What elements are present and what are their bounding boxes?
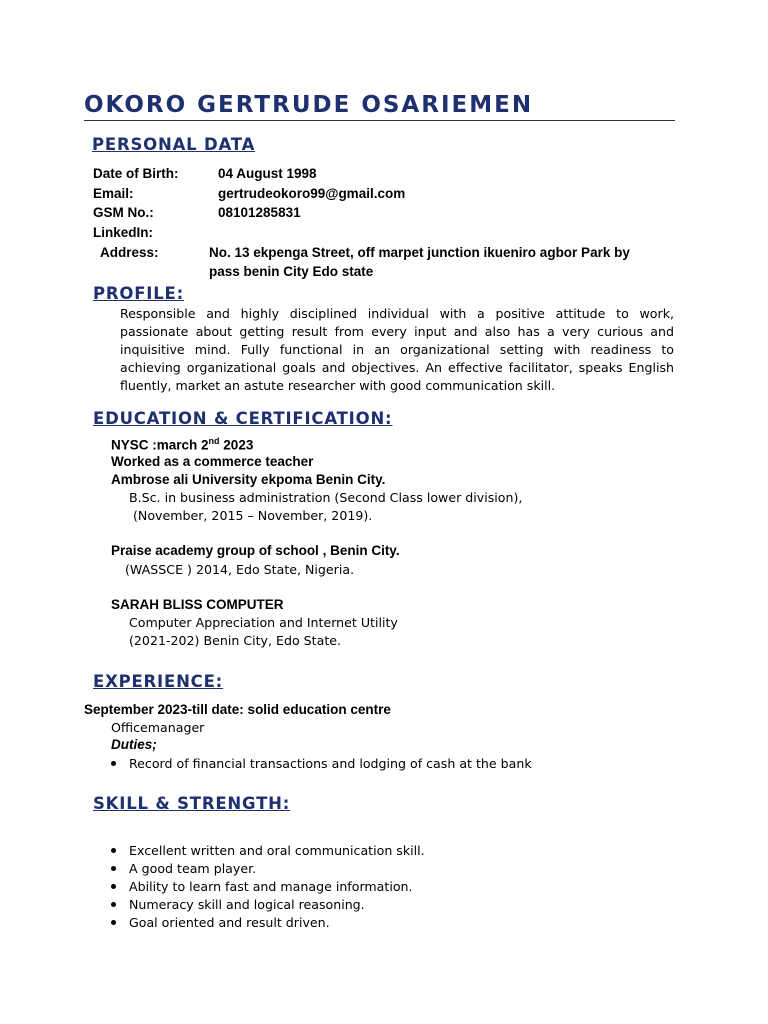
duties-label: Duties;: [111, 737, 157, 752]
bullet-icon: [111, 848, 116, 853]
skills-list: [111, 842, 425, 932]
skills-heading: SKILL & STRENGTH:: [93, 794, 291, 813]
skill-text: Ability to learn fast and manage information.: [129, 879, 413, 894]
school-name: Praise academy group of school , Benin City.: [111, 543, 400, 558]
skill-text: Excellent written and oral communication skill.: [129, 843, 425, 858]
gsm-label: GSM No.:: [93, 205, 154, 220]
experience-heading: EXPERIENCE:: [93, 672, 224, 691]
nysc-date-ordinal: nd: [208, 436, 220, 446]
email-label: Email:: [93, 186, 134, 201]
university-name: Ambrose ali University ekpoma Benin City.: [111, 472, 386, 487]
nysc-line: [111, 436, 253, 453]
school-detail: (WASSCE ) 2014, Edo State, Nigeria.: [125, 562, 355, 577]
list-item: [111, 755, 532, 773]
list-item: [111, 842, 425, 860]
university-degree: B.Sc. in business administration (Second Class lower division),: [129, 490, 523, 505]
profile-heading: PROFILE:: [93, 284, 185, 303]
job-title: September 2023-till date: solid education centre: [84, 702, 391, 717]
nysc-role: Worked as a commerce teacher: [111, 454, 314, 469]
list-item: [111, 878, 425, 896]
university-dates: (November, 2015 – November, 2019).: [133, 508, 373, 523]
address-line-2: pass benin City Edo state: [209, 264, 374, 279]
computer-school-name: SARAH BLISS COMPUTER: [111, 597, 284, 612]
bullet-icon: [111, 761, 116, 766]
list-item: [111, 914, 425, 932]
bullet-icon: [111, 884, 116, 889]
address-line-1: No. 13 ekpenga Street, off marpet junction ikueniro agbor Park by: [209, 245, 630, 260]
job-position: Officemanager: [111, 720, 205, 735]
dob-label: Date of Birth:: [93, 166, 179, 181]
personal-data-heading: PERSONAL DATA: [92, 135, 256, 154]
education-heading: EDUCATION & CERTIFICATION:: [93, 409, 393, 428]
nysc-date-year: 2023: [219, 437, 254, 453]
bullet-icon: [111, 902, 116, 907]
dob-value: 04 August 1998: [218, 166, 317, 181]
skill-text: Numeracy skill and logical reasoning.: [129, 897, 365, 912]
bullet-icon: [111, 920, 116, 925]
gsm-value: 08101285831: [218, 205, 301, 220]
address-label: Address:: [100, 245, 159, 260]
bullet-icon: [111, 866, 116, 871]
duties-list: [111, 755, 532, 773]
skill-text: Goal oriented and result driven.: [129, 915, 330, 930]
profile-text: Responsible and highly disciplined individual with a positive attitude to work, passionate about getting result from every input and also has a very curious and inquisitive mind. Fully functional in an organizational setting with readiness to achieving organizational goals and objectives. An effective facilitator, speaks English fluently, market an astute researcher with good communication skill.: [120, 306, 674, 393]
computer-dates: (2021-202) Benin City, Edo State.: [129, 633, 342, 648]
list-item: [111, 860, 425, 878]
nysc-date-prefix: NYSC :march 2: [111, 437, 209, 453]
email-value: gertrudeokoro99@gmail.com: [218, 186, 406, 201]
linkedin-label: LinkedIn:: [93, 225, 153, 240]
header-divider: [84, 120, 675, 121]
computer-course: Computer Appreciation and Internet Utility: [129, 615, 398, 630]
skill-text: A good team player.: [129, 861, 257, 876]
list-item: [111, 896, 425, 914]
resume-name: OKORO GERTRUDE OSARIEMEN: [84, 92, 534, 118]
duty-text: Record of financial transactions and lodging of cash at the bank: [129, 756, 532, 771]
